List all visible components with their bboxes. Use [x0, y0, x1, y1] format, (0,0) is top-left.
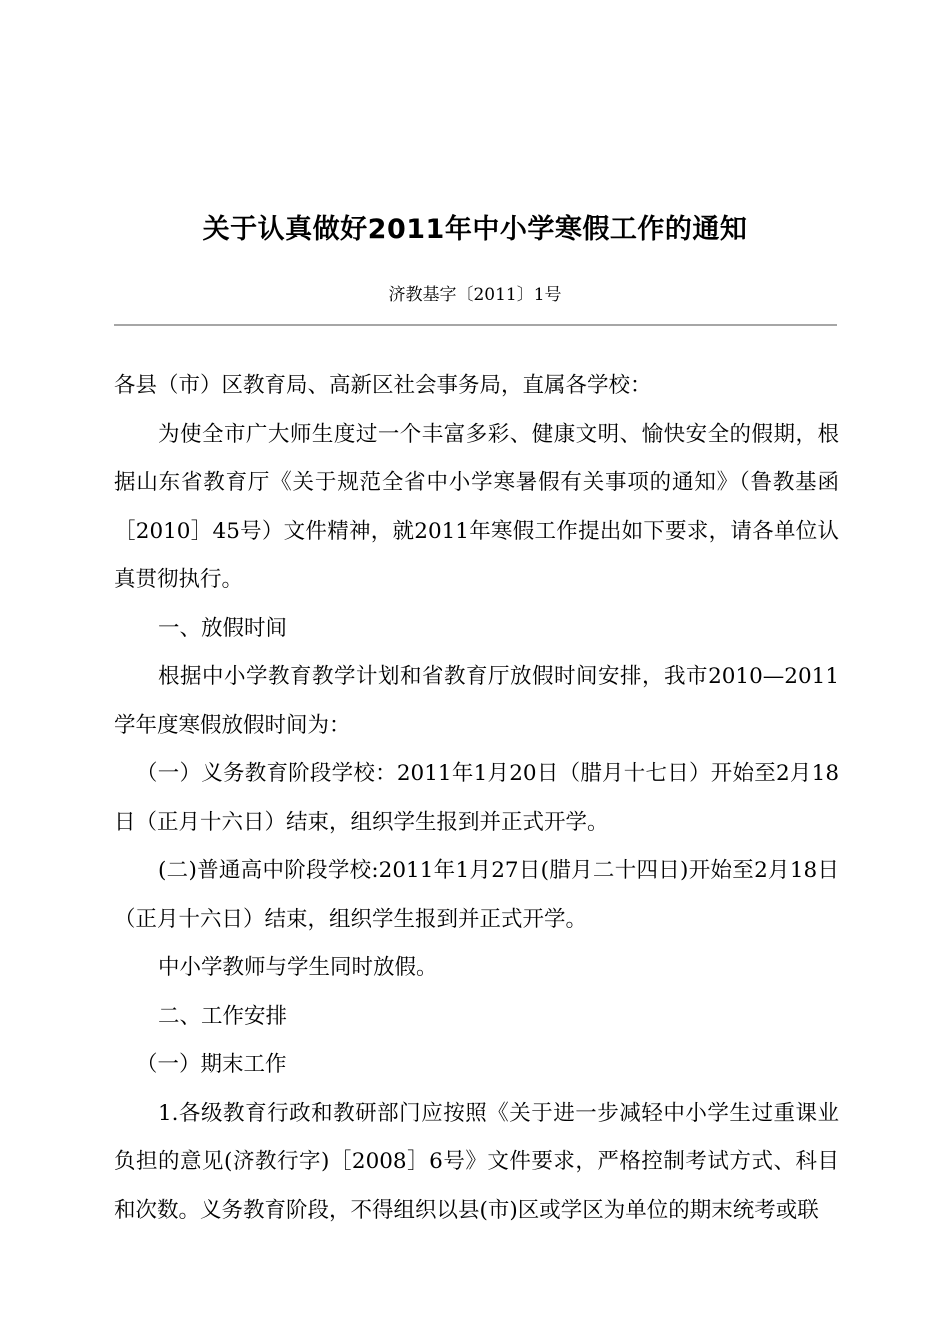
paragraph-item-1: 1.各级教育行政和教研部门应按照《关于进一步减轻中小学生过重课业负担的意见(济教行字)［2008］6号》文件要求，严格控制考试方式、科目和次数。义务教育阶段，不得组织以县(市)区或学区为单位的期末统考或联 — [114, 1100, 839, 1223]
paragraph-high-schools: (二)普通高中阶段学校:2011年1月27日(腊月二十四日)开始至2月18日（正月十六日）结束，组织学生报到并正式开学。 — [114, 858, 839, 932]
paragraph-holiday-schedule: 根据中小学教育教学计划和省教育厅放假时间安排，我市2010—2011学年度寒假放假时间为： — [114, 664, 839, 738]
section-heading-work-arrangement: 二、工作安排 — [158, 1003, 288, 1029]
document-title: 关于认真做好2011年中小学寒假工作的通知 — [202, 214, 748, 245]
subsection-heading-final-term: （一）期末工作 — [136, 1052, 287, 1077]
salutation: 各县（市）区教育局、高新区社会事务局，直属各学校： — [114, 373, 652, 398]
paragraph-teachers: 中小学教师与学生同时放假。 — [158, 955, 438, 980]
paragraph-compulsory-schools: （一）义务教育阶段学校：2011年1月20日（腊月十七日）开始至2月18日（正月十六日）结束，组织学生报到并正式开学。 — [114, 761, 839, 835]
section-heading-holiday-time: 一、放假时间 — [158, 615, 288, 641]
document-body — [114, 362, 839, 1235]
paragraph-intro: 为使全市广大师生度过一个丰富多彩、健康文明、愉快安全的假期，根据山东省教育厅《关于规范全省中小学寒暑假有关事项的通知》（鲁教基函［2010］45号）文件精神，就2011年寒假工作提出如下要求，请各单位认真贯彻执行。 — [114, 421, 839, 592]
header-divider — [114, 324, 837, 326]
document-number: 济教基字〔2011〕1号 — [388, 285, 562, 305]
